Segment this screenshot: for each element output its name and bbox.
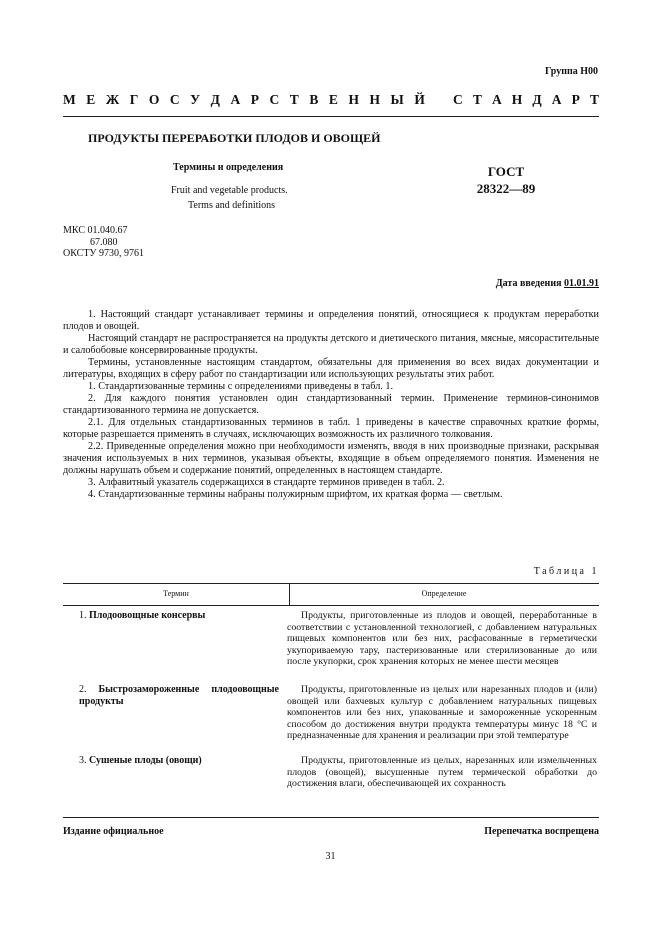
banner-letter: С — [169, 92, 180, 107]
banner-letter: Н — [511, 92, 523, 107]
table-row-definition: Продукты, приготовленные из целых или нарезанных плодов и (или) овощей или бахчевых культур с добавлением натуральных пищевых компонентов или без них, упакованные и замороженные ускоренным способом до достижения внутри продукта температуры минус 18 °С и предназначенные для хранения и реализации при этой температуре — [287, 684, 597, 742]
term-number: 1. — [79, 610, 87, 621]
intro-date-value: 01.01.91 — [564, 278, 599, 289]
term-name: Плодоовощные консервы — [89, 610, 206, 621]
banner-letter: Р — [571, 92, 580, 107]
table-caption: Таблица 1 — [533, 566, 599, 577]
banner-letter: О — [148, 92, 160, 107]
banner-letter: М — [63, 92, 76, 107]
banner-letter: У — [190, 92, 201, 107]
banner-letter: Р — [250, 92, 259, 107]
english-title-line1: Fruit and vegetable products. — [171, 185, 288, 196]
banner-letter: Т — [289, 92, 299, 107]
banner-letter: А — [230, 92, 241, 107]
paragraph: 1. Настоящий стандарт устанавливает термины и определения понятий, относящиеся к продуктам переработки плодов и овощей. — [63, 309, 599, 332]
term-name: Сушеные плоды (овощи) — [89, 755, 202, 766]
paragraph: 2. Для каждого понятия установлен один стандартизованный термин. Применение терминов-синонимов стандартизованного термина не допускается. — [63, 393, 599, 416]
footer-reprint-notice: Перепечатка воспрещена — [484, 826, 599, 837]
introduction-date — [496, 278, 599, 289]
table-row-definition: Продукты, приготовленные из плодов и овощей, переработанные в соответствии с установленной технологией, с добавлением натуральных пищевых компонентов или без них, расфасованные в герметически укупориваемую тару, пастеризованные или стерилизованные до или после укупорки, срок хранения которых не менее шести месяцев — [287, 610, 597, 668]
banner-letter: Д — [532, 92, 542, 107]
table-row-definition: Продукты, приготовленные из целых, нарезанных или измельченных плодов (овощей), высушенные путем термической обработки до достижения влаги, обеспечивающей их сохранность — [287, 755, 597, 790]
banner-letter: В — [309, 92, 319, 107]
intro-date-label: Дата введения — [495, 278, 562, 289]
banner-letter: Ж — [105, 92, 120, 107]
table-row-term — [79, 755, 279, 767]
gost-number: 28322—89 — [476, 181, 536, 196]
table-row-term — [79, 610, 279, 622]
banner-letter: Й — [414, 92, 425, 107]
standard-banner — [63, 92, 599, 108]
gost-designation — [466, 163, 546, 197]
footer-official-edition: Издание официальное — [63, 826, 164, 837]
body-text — [63, 309, 599, 501]
page-number: 31 — [325, 851, 336, 862]
paragraph: 2.2. Приведенные определения можно при необходимости изменять, вводя в них производные признаки, раскрывая значения используемых в них терминов, указывая объекты, входящие в объем определяемого понятия. Изменения не должны нарушать объем и содержание понятий, определенных в настоящем стандарте. — [63, 441, 599, 476]
banner-letter: Т — [472, 92, 482, 107]
term-number: 3. — [79, 755, 87, 766]
paragraph: 2.1. Для отдельных стандартизованных терминов в табл. 1 приведены в качестве справочных краткие формы, которые разрешается применять в случаях, исключающих возможность их различного толкования. — [63, 417, 599, 440]
gost-label: ГОСТ — [487, 164, 525, 179]
banner-word-standard — [453, 92, 599, 108]
term-number: 2. — [79, 684, 87, 695]
paragraph: 3. Алфавитный указатель содержащихся в стандарте терминов приведен в табл. 2. — [88, 477, 445, 488]
document-subtitle: Термины и определения — [173, 162, 284, 173]
banner-letter: Е — [86, 92, 96, 107]
banner-letter: Е — [328, 92, 338, 107]
banner-letter: А — [491, 92, 502, 107]
banner-letter: Г — [129, 92, 139, 107]
column-header-definition: Определение — [421, 589, 467, 598]
table-row-term — [79, 684, 279, 708]
paragraph: Настоящий стандарт не распространяется на продукты детского и диетического питания, мясные, мясорастительные и салобобовые консервированные продукты. — [63, 333, 599, 356]
banner-letter: Т — [589, 92, 599, 107]
table-header-rule — [63, 605, 599, 606]
banner-letter: А — [551, 92, 562, 107]
column-header-term: Термин — [163, 589, 189, 598]
banner-letter: С — [453, 92, 463, 107]
classification-codes — [63, 225, 144, 260]
document-title: ПРОДУКТЫ ПЕРЕРАБОТКИ ПЛОДОВ И ОВОЩЕЙ — [88, 131, 381, 145]
banner-letter: Д — [210, 92, 220, 107]
mks-code-2: 67.080 — [90, 236, 118, 248]
english-title-line2: Terms and definitions — [188, 200, 276, 211]
paragraph: Термины, установленные настоящим стандартом, обязательны для применения во всех видах документации и литературы, входящих в сферу работ по стандартизации или использующих результаты этих работ. — [63, 357, 599, 380]
paragraph: 4. Стандартизованные термины набраны полужирным шрифтом, их краткая форма — светлым. — [88, 489, 503, 500]
mks-code: МКС 01.040.67 — [63, 225, 128, 236]
banner-letter: С — [269, 92, 280, 107]
banner-letter: Н — [348, 92, 359, 107]
group-code: Группа Н00 — [545, 66, 598, 77]
banner-letter: Ы — [390, 92, 404, 107]
okstu-code: ОКСТУ 9730, 9761 — [63, 248, 145, 259]
banner-word-interstate — [63, 92, 425, 108]
banner-letter: Н — [369, 92, 380, 107]
header-rule — [63, 116, 599, 117]
term-name: Быстрозамороженные плодоовощные продукты — [79, 684, 279, 707]
footer-rule — [63, 817, 599, 818]
paragraph: 1. Стандартизованные термины с определениями приведены в табл. 1. — [88, 381, 394, 392]
